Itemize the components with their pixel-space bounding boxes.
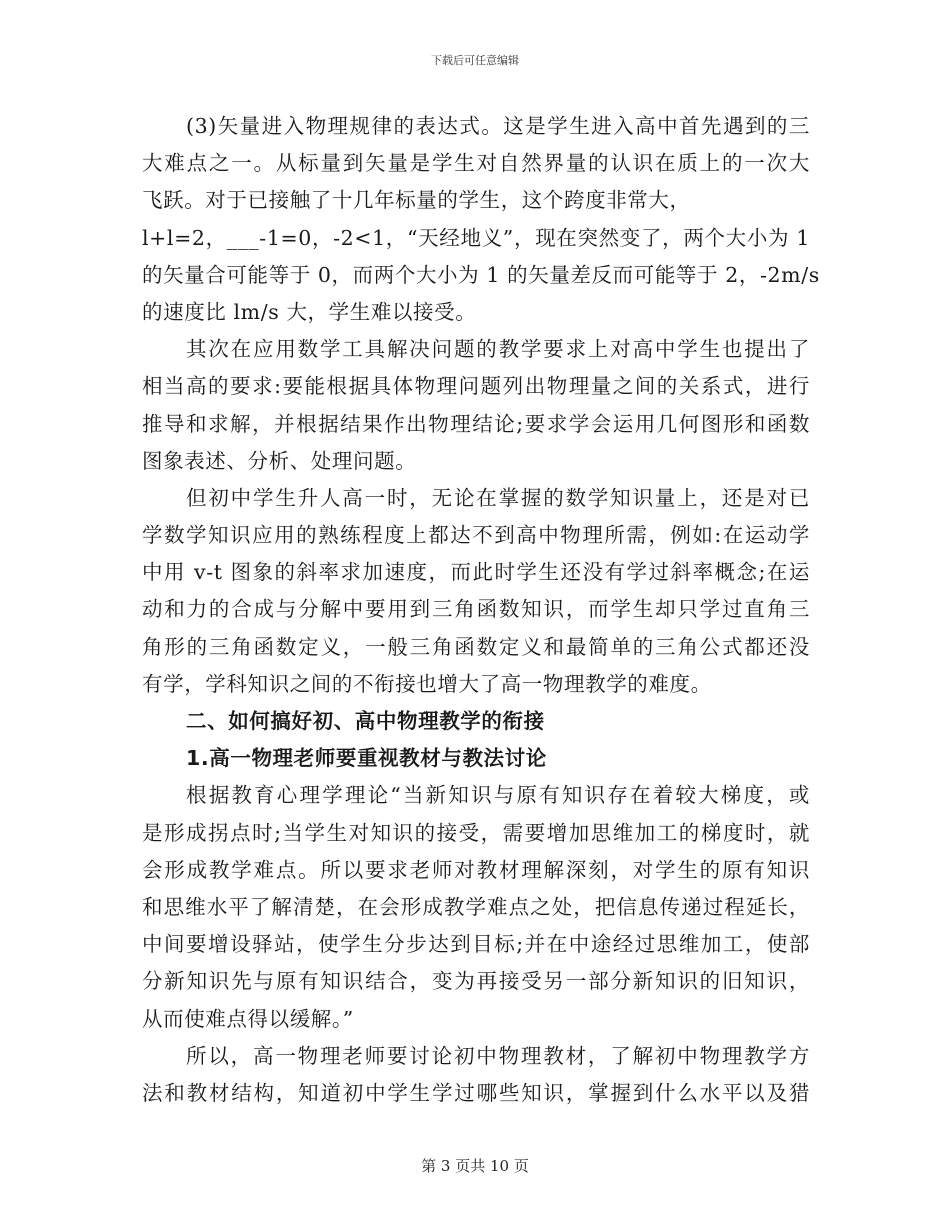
text-line: 大难点之一。从标量到矢量是学生对自然界量的认识在质上的一次大: [142, 151, 810, 176]
section-heading: 二、如何搞好初、高中物理教学的衔接: [186, 709, 545, 733]
text-line: 其次在应用数学工具解决问题的教学要求上对高中学生也提出了: [186, 337, 810, 362]
text-line: 的速度比 lm/s 大，学生难以接受。: [142, 299, 477, 324]
text-line: (3)矢量进入物理规律的表达式。这是学生进入高中首先遇到的三: [186, 114, 810, 138]
text-line: 根据教育心理学理论“当新知识与原有知识存在着较大梯度，或: [186, 783, 810, 808]
section-heading: 1.高一物理老师要重视教材与教法讨论: [186, 746, 547, 771]
text-line: 图象表述、分析、处理问题。: [142, 448, 417, 473]
text-line: 推导和求解，并根据结果作出物理结论;要求学会运用几何图形和函数: [142, 411, 810, 436]
text-line: 法和教材结构，知道初中学生学过哪些知识，掌握到什么水平以及猎: [142, 1080, 810, 1105]
document-body: [142, 108, 820, 1112]
text-line: 学数学知识应用的熟练程度上都达不到高中物理所需，例如:在运动学: [142, 523, 810, 548]
text-line: 角形的三角函数定义，一般三角函数定义和最简单的三角公式都还没: [142, 634, 810, 659]
text-line: 中间要增设驿站，使学生分步达到目标;并在中途经过思维加工，使部: [142, 932, 810, 957]
text-line: 和思维水平了解清楚，在会形成教学难点之处，把信息传递过程延长，: [142, 894, 810, 919]
text-line: 所以，高一物理老师要讨论初中物理教材，了解初中物理教学方: [186, 1043, 810, 1068]
text-line: 会形成教学难点。所以要求老师对教材理解深刻，对学生的原有知识: [142, 857, 810, 882]
page-footer: 第 3 页共 10 页: [421, 1157, 529, 1175]
text-line: 飞跃。对于已接触了十几年标量的学生，这个跨度非常大，: [142, 188, 691, 213]
text-line: 相当高的要求:要能根据具体物理问题列出物理量之间的关系式，进行: [142, 374, 810, 399]
text-line: l+l=2，___-1=0，-2<1，“天经地义”，现在突然变了，两个大小为 1: [142, 225, 810, 250]
text-line: 中用 v-t 图象的斜率求加速度，而此时学生还没有学过斜率概念;在运: [142, 560, 810, 585]
text-line: 分新知识先与原有知识结合，变为再接受另一部分新知识的旧知识，: [142, 969, 810, 994]
text-line: 从而使难点得以缓解。”: [142, 1006, 354, 1031]
text-line: 动和力的合成与分解中要用到三角函数知识，而学生却只学过直角三: [142, 597, 810, 622]
text-line: 是形成拐点时;当学生对知识的接受，需要增加思维加工的梯度时，就: [142, 820, 810, 845]
page-header: 下载后可任意编辑: [431, 54, 519, 67]
text-line: 有学，学科知识之间的不衔接也增大了高一物理教学的难度。: [142, 671, 712, 696]
text-line: 的矢量合可能等于 0，而两个大小为 1 的矢量差反而可能等于 2，-2m/s: [142, 262, 820, 287]
text-line: 但初中学生升人高一时，无论在掌握的数学知识量上，还是对已: [186, 485, 810, 510]
